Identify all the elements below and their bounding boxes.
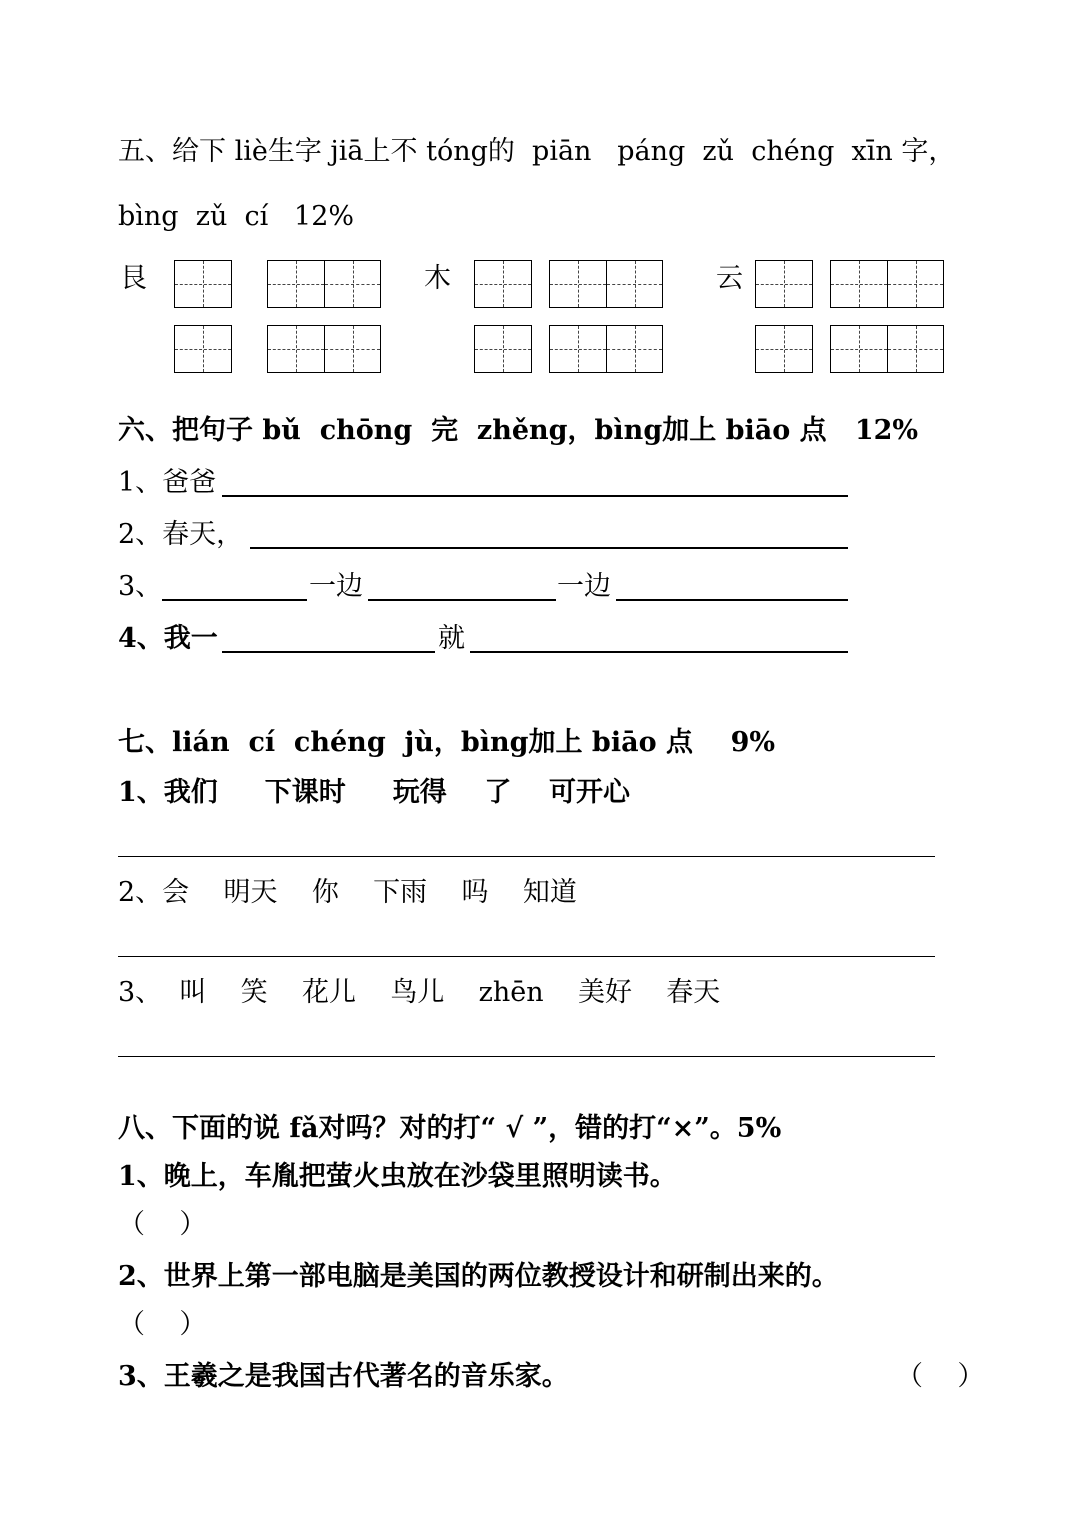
s6-item3-blank-a[interactable] [162, 599, 307, 601]
base-char-gen: 艮 [120, 263, 147, 294]
char-box[interactable] [755, 260, 813, 308]
s6-item2-blank[interactable] [250, 547, 848, 549]
s6-item1-label: 1、爸爸 [118, 467, 217, 498]
char-box[interactable] [174, 325, 232, 373]
base-char-yun: 云 [716, 263, 743, 294]
s6-item1-blank[interactable] [222, 495, 848, 497]
s6-item4-mid: 就 [438, 623, 465, 654]
s7-q2-answer-line[interactable] [118, 956, 935, 957]
s6-item3-label: 3、 [118, 571, 163, 602]
section5-title-line1: 五、给下 liè生字 jiā上不 tóng的 piān páng zǔ chéng xīn 字， [118, 136, 956, 167]
s8-q1: 1、晚上，车胤把萤火虫放在沙袋里照明读书。 [118, 1161, 677, 1192]
section7-title: 七、lián cí chéng jù，bìng加上 biāo 点 9% [118, 727, 776, 758]
char-box[interactable] [755, 325, 813, 373]
base-char-mu: 木 [424, 263, 451, 294]
s8-q2-answer-paren[interactable]: （ ） [118, 1309, 207, 1340]
char-box[interactable] [174, 260, 232, 308]
word-box[interactable] [549, 260, 663, 308]
s6-item4-label: 4、我一 [118, 623, 218, 654]
s8-q3: 3、王羲之是我国古代著名的音乐家。 [118, 1361, 569, 1392]
word-box[interactable] [830, 325, 944, 373]
s6-item4-blank-a[interactable] [222, 651, 435, 653]
section5-title-line2: bìng zǔ cí 12% [118, 201, 355, 232]
s6-item3-mid2: 一边 [557, 571, 611, 602]
s7-q1-answer-line[interactable] [118, 856, 935, 857]
word-box[interactable] [830, 260, 944, 308]
s8-q2: 2、世界上第一部电脑是美国的两位教授设计和研制出来的。 [118, 1261, 839, 1292]
word-box[interactable] [267, 260, 381, 308]
word-box[interactable] [549, 325, 663, 373]
s8-q1-answer-paren[interactable]: （ ） [118, 1209, 207, 1240]
s7-q1-words: 1、我们 下课时 玩得 了 可开心 [118, 777, 630, 808]
section6-title: 六、把句子 bǔ chōng 完 zhěng，bìng加上 biāo 点 12% [118, 415, 919, 446]
s6-item3-blank-c[interactable] [616, 599, 848, 601]
s6-item2-label: 2、春天， [118, 519, 244, 550]
word-box[interactable] [267, 325, 381, 373]
s6-item4-blank-b[interactable] [470, 651, 848, 653]
s6-item3-blank-b[interactable] [368, 599, 556, 601]
s7-q3-words: 3、 叫 笑 花儿 鸟儿 zhēn 美好 春天 [118, 977, 721, 1008]
s6-item3-mid1: 一边 [309, 571, 363, 602]
s8-q3-answer-paren[interactable]: （ ） [896, 1361, 985, 1392]
char-box[interactable] [474, 260, 532, 308]
s7-q2-words: 2、会 明天 你 下雨 吗 知道 [118, 877, 577, 908]
section8-title: 八、下面的说 fǎ对吗？对的打“ √ ”，错的打“×”。5% [118, 1113, 782, 1144]
char-box[interactable] [474, 325, 532, 373]
s7-q3-answer-line[interactable] [118, 1056, 935, 1057]
